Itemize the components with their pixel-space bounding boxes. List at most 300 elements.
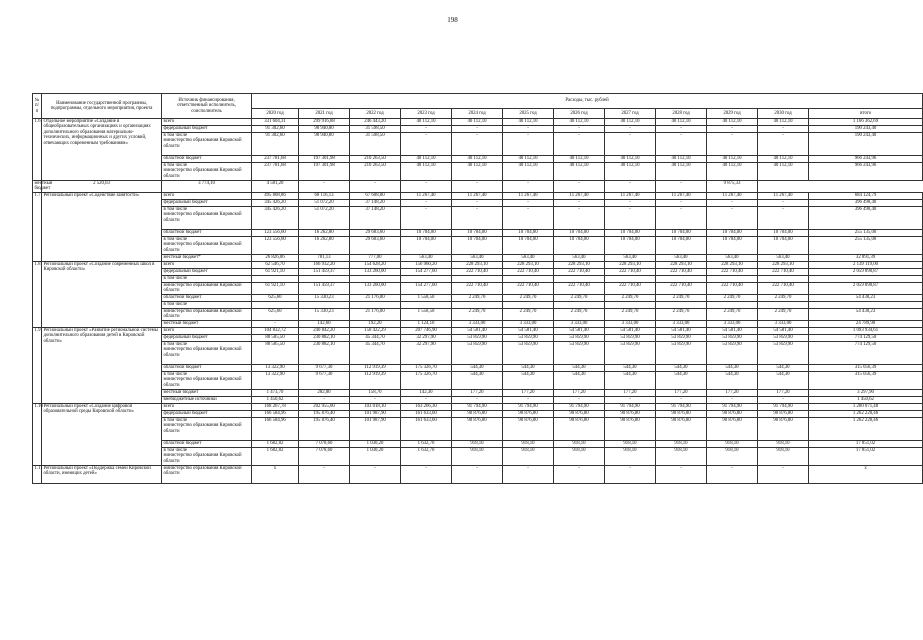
total-value: 2 139 119,00 xyxy=(809,261,923,268)
total-value: 9 875,33 xyxy=(707,181,758,193)
year-value: 222 710,40 xyxy=(554,282,605,294)
year-value: - xyxy=(656,181,707,193)
year-value: - xyxy=(554,126,605,133)
year-value: 40 112,10 xyxy=(605,119,656,126)
year-value: 142,60 xyxy=(299,320,350,327)
total-value: 1 093 934,61 xyxy=(809,327,923,334)
year-value: 54 581,40 xyxy=(707,327,758,334)
year-value: 3 774,10 xyxy=(162,181,252,193)
year-value: 163 266,30 xyxy=(401,403,452,410)
year-value: 154 277,60 xyxy=(401,282,452,294)
year-value: 625,60 xyxy=(252,308,299,320)
year-value xyxy=(758,301,809,308)
year-value: 53 859,90 xyxy=(605,341,656,364)
year-value: - xyxy=(758,396,809,403)
year-value: 2 249,70 xyxy=(656,294,707,301)
year-value: 3 333,00 xyxy=(656,320,707,327)
year-value: 40 112,10 xyxy=(605,156,656,163)
funding-source: федеральный бюджет xyxy=(162,126,252,133)
year-value: 544,30 xyxy=(605,364,656,371)
year-value: - xyxy=(656,133,707,156)
year-value: 90 876,80 xyxy=(707,410,758,417)
item-number: 1.11 xyxy=(33,465,42,483)
year-value: 237 781,68 xyxy=(252,163,299,181)
header-year: 2020 год xyxy=(252,109,299,119)
year-value: 2 520,03 xyxy=(42,181,162,193)
year-value: 40 112,10 xyxy=(758,163,809,181)
year-value: 11 267,40 xyxy=(605,192,656,199)
year-value: 61 921,10 xyxy=(252,282,299,294)
year-value: 40 112,10 xyxy=(707,156,758,163)
funding-source: областной бюджет xyxy=(162,364,252,371)
year-value: 1 450,62 xyxy=(252,396,299,403)
year-value: 16 262,80 xyxy=(299,236,350,254)
year-value: 142,30 xyxy=(401,389,452,396)
header-year: 2029 год xyxy=(707,109,758,119)
funding-source: в том числе министерство образования Кировской области xyxy=(162,341,252,364)
year-value: 202 955,00 xyxy=(299,403,350,410)
year-value: - xyxy=(299,465,350,483)
table-row xyxy=(33,371,923,389)
table-row xyxy=(33,261,923,268)
year-value: 563,40 xyxy=(554,254,605,261)
year-value: - xyxy=(605,206,656,229)
year-value: - xyxy=(350,396,401,403)
year-value: - xyxy=(299,181,350,193)
funding-source: всего xyxy=(162,327,252,334)
year-value: - xyxy=(758,133,809,156)
year-value: 40 112,10 xyxy=(452,156,503,163)
year-value: 563,40 xyxy=(503,254,554,261)
year-value: 29 683,60 xyxy=(350,236,401,254)
year-value: 10 704,00 xyxy=(401,236,452,254)
year-value: 53 859,90 xyxy=(452,334,503,341)
year-value: - xyxy=(252,320,299,327)
year-value xyxy=(252,301,299,308)
year-value: 53 859,90 xyxy=(554,334,605,341)
year-value: 45 344,70 xyxy=(350,341,401,364)
year-value: 1 632,70 xyxy=(401,447,452,465)
year-value: 563,40 xyxy=(452,254,503,261)
year-value: 40 112,10 xyxy=(656,156,707,163)
year-value: 918,10 xyxy=(554,440,605,447)
year-value: 151 459,37 xyxy=(299,268,350,275)
year-value: 544,30 xyxy=(605,371,656,389)
year-value: 222 710,40 xyxy=(503,282,554,294)
year-value: 197 301,98 xyxy=(299,156,350,163)
year-value: 544,30 xyxy=(758,371,809,389)
year-value: 161 633,60 xyxy=(401,417,452,440)
funding-source: в том числе министерство образования Кировской области xyxy=(162,417,252,440)
total-value: 774 129,50 xyxy=(809,341,923,364)
year-value: 222 710,40 xyxy=(605,282,656,294)
year-value: 1 632,70 xyxy=(401,440,452,447)
year-value: 10 704,00 xyxy=(452,229,503,236)
year-value xyxy=(554,301,605,308)
year-value: 4 581,20 xyxy=(252,181,299,193)
table-row xyxy=(33,156,923,163)
year-value: 90 876,80 xyxy=(605,417,656,440)
year-value: 21 176,00 xyxy=(350,294,401,301)
year-value: 91 794,90 xyxy=(758,403,809,410)
table-row xyxy=(33,301,923,308)
year-value: 31 598,50 xyxy=(350,133,401,156)
table-row xyxy=(33,389,923,396)
year-value: 101 987,90 xyxy=(350,417,401,440)
funding-source: в том числе министерство образования Кировской области xyxy=(162,206,252,229)
year-value: 10 704,00 xyxy=(605,229,656,236)
table-row xyxy=(33,254,923,261)
funding-source: в том числе xyxy=(162,301,252,308)
year-value: 40 112,10 xyxy=(452,163,503,181)
funding-source: местный бюджет xyxy=(162,389,252,396)
year-value: - xyxy=(452,465,503,483)
year-value: 32 297,90 xyxy=(401,341,452,364)
year-value: 90 876,80 xyxy=(554,417,605,440)
total-value: 190 243,40 xyxy=(809,126,923,133)
total-value xyxy=(809,275,923,282)
year-value: 13 322,90 xyxy=(252,371,299,389)
year-value: 228 293,10 xyxy=(503,261,554,268)
year-value: - xyxy=(656,465,707,483)
total-value: 1 262 220,46 xyxy=(809,417,923,440)
year-value: - xyxy=(401,126,452,133)
funding-source: местный бюджет* xyxy=(162,254,252,261)
year-value xyxy=(707,301,758,308)
year-value: 210 263,50 xyxy=(350,156,401,163)
year-value xyxy=(350,301,401,308)
year-value: 228 293,10 xyxy=(452,261,503,268)
year-value: 53 859,90 xyxy=(605,334,656,341)
year-value: 90 876,80 xyxy=(707,417,758,440)
year-value: - xyxy=(401,199,452,206)
year-value: - xyxy=(452,206,503,229)
year-value xyxy=(350,275,401,282)
year-value: 2 249,70 xyxy=(707,294,758,301)
year-value: 2 249,70 xyxy=(605,308,656,320)
year-value: 53 859,90 xyxy=(758,334,809,341)
year-value: - xyxy=(503,181,554,193)
budget-table xyxy=(32,93,923,484)
year-value: 67 608,80 xyxy=(350,192,401,199)
year-value: 228 293,10 xyxy=(605,261,656,268)
year-value: 544,30 xyxy=(656,364,707,371)
item-name: Региональный проект «Содействие занятости» xyxy=(42,192,162,261)
year-value: 90 876,80 xyxy=(656,417,707,440)
year-value: 10 704,00 xyxy=(758,229,809,236)
funding-source: внебюджетные источники xyxy=(162,396,252,403)
funding-source: местный бюджет xyxy=(34,181,53,192)
year-value: - xyxy=(503,465,554,483)
header-year: итого xyxy=(809,109,923,119)
year-value: - xyxy=(758,206,809,229)
year-value: 101 987,90 xyxy=(350,410,401,417)
table-row xyxy=(33,396,923,403)
budget-table-sheet xyxy=(32,93,879,484)
year-value: - xyxy=(452,199,503,206)
year-value: 222 710,40 xyxy=(452,268,503,275)
year-value: 51 072,20 xyxy=(299,206,350,229)
table-row xyxy=(33,320,923,327)
funding-source: федеральный бюджет xyxy=(162,199,252,206)
header-year: 2026 год xyxy=(554,109,605,119)
year-value: 345 426,20 xyxy=(252,206,299,229)
year-value: 103 018,10 xyxy=(350,403,401,410)
year-value: 88 585,50 xyxy=(252,334,299,341)
header-year: 2022 год xyxy=(350,109,401,119)
year-value: 90 876,80 xyxy=(656,410,707,417)
year-value: - xyxy=(350,465,401,483)
year-value: 918,10 xyxy=(605,447,656,465)
year-value: 158 422,29 xyxy=(350,327,401,334)
year-value: - xyxy=(554,199,605,206)
year-value: 13 322,90 xyxy=(252,364,299,371)
year-value: 563,40 xyxy=(605,254,656,261)
year-value: 2 249,70 xyxy=(503,294,554,301)
year-value: 10 704,00 xyxy=(554,229,605,236)
item-name: Региональный проект «Создание современных школ в Кировской области» xyxy=(42,261,162,327)
header-year: 2030 год xyxy=(758,109,809,119)
year-value: - xyxy=(401,465,452,483)
year-value: 781,13 xyxy=(299,254,350,261)
year-value: 544,30 xyxy=(707,371,758,389)
year-value: 123 556,60 xyxy=(252,229,299,236)
year-value: 91 794,90 xyxy=(452,403,503,410)
header-year: 2025 год xyxy=(503,109,554,119)
year-value: 10 704,00 xyxy=(554,236,605,254)
item-name: Региональный проект «Развитие региональной системы дополнительного образования детей в Кировской области» xyxy=(42,327,162,403)
year-value: 175 326,70 xyxy=(401,371,452,389)
table-row xyxy=(33,334,923,341)
year-value: 918,10 xyxy=(503,440,554,447)
header-year: 2023 год xyxy=(401,109,452,119)
year-value: 918,10 xyxy=(707,440,758,447)
year-value: 918,10 xyxy=(758,440,809,447)
year-value: 299 916,88 xyxy=(299,119,350,126)
year-value: 168 267,78 xyxy=(252,403,299,410)
year-value: - xyxy=(707,133,758,156)
year-value: - xyxy=(605,199,656,206)
year-value: 3 333,00 xyxy=(452,320,503,327)
table-row xyxy=(33,181,923,193)
year-value: 112 919,39 xyxy=(350,364,401,371)
year-value: 544,30 xyxy=(707,364,758,371)
table-row xyxy=(33,229,923,236)
year-value: - xyxy=(554,206,605,229)
year-value xyxy=(707,275,758,282)
year-value: - xyxy=(452,133,503,156)
year-value: - xyxy=(605,126,656,133)
year-value: 228 293,10 xyxy=(707,261,758,268)
year-value: 3 333,00 xyxy=(503,320,554,327)
year-value: 16 262,80 xyxy=(299,229,350,236)
year-value: 544,30 xyxy=(758,364,809,371)
year-value: 195 876,40 xyxy=(299,410,350,417)
year-value: 104 832,72 xyxy=(252,327,299,334)
total-value: 2 059 890,87 xyxy=(809,282,923,294)
year-value: 175 326,70 xyxy=(401,364,452,371)
year-value: - xyxy=(758,199,809,206)
year-value: 222 710,40 xyxy=(707,282,758,294)
year-value: 40 112,10 xyxy=(401,119,452,126)
funding-source: в том числе министерство образования Кировской области xyxy=(162,371,252,389)
table-row xyxy=(33,465,923,483)
year-value: 345 426,20 xyxy=(252,199,299,206)
year-value: 177,20 xyxy=(605,389,656,396)
year-value: 15 330,23 xyxy=(299,294,350,301)
funding-source: в том числе министерство образования Кировской области xyxy=(162,447,252,465)
year-value: - xyxy=(503,396,554,403)
year-value: - xyxy=(452,126,503,133)
year-value: 230 882,10 xyxy=(299,334,350,341)
year-value: 37 148,20 xyxy=(350,206,401,229)
total-value: 17 851,02 xyxy=(809,440,923,447)
year-value: - xyxy=(401,206,452,229)
year-value: 544,30 xyxy=(452,371,503,389)
year-value: 40 112,10 xyxy=(401,156,452,163)
year-value xyxy=(656,275,707,282)
total-value: 1 280 071,48 xyxy=(809,403,923,410)
year-value xyxy=(452,301,503,308)
year-value: x xyxy=(252,465,299,483)
page-number: 198 xyxy=(447,16,458,24)
year-value: 91 794,90 xyxy=(656,403,707,410)
year-value: 177,20 xyxy=(758,389,809,396)
year-value: 90 876,80 xyxy=(452,417,503,440)
item-number: 1.10 xyxy=(33,403,42,465)
year-value: - xyxy=(707,126,758,133)
year-value: 10 704,00 xyxy=(707,229,758,236)
year-value: 54 581,40 xyxy=(656,327,707,334)
year-value: 11 267,40 xyxy=(503,192,554,199)
year-value: 158,70 xyxy=(350,389,401,396)
year-value: 40 112,10 xyxy=(707,163,758,181)
year-value: 2 249,70 xyxy=(605,294,656,301)
year-value: - xyxy=(605,133,656,156)
year-value: 2 249,70 xyxy=(503,308,554,320)
year-value: 228 293,10 xyxy=(758,261,809,268)
year-value: 918,10 xyxy=(656,447,707,465)
year-value: 156 960,20 xyxy=(401,261,452,268)
year-value: 166 932,20 xyxy=(299,261,350,268)
header-year: 2021 год xyxy=(299,109,350,119)
year-value: 32 297,90 xyxy=(401,334,452,341)
year-value: - xyxy=(554,396,605,403)
year-value: 90 876,80 xyxy=(452,410,503,417)
year-value: 2 249,70 xyxy=(656,308,707,320)
table-row xyxy=(33,119,923,126)
year-value: 154 277,60 xyxy=(401,268,452,275)
year-value: 11 267,40 xyxy=(656,192,707,199)
year-value xyxy=(503,275,554,282)
year-value: 282,80 xyxy=(299,389,350,396)
total-value: 315 056,39 xyxy=(809,364,923,371)
year-value: 544,30 xyxy=(656,371,707,389)
year-value: 11 267,40 xyxy=(554,192,605,199)
year-value: 918,10 xyxy=(758,447,809,465)
table-row xyxy=(33,163,923,181)
year-value: - xyxy=(554,133,605,156)
year-value: 53 859,90 xyxy=(503,341,554,364)
table-row xyxy=(33,341,923,364)
year-value: 777,00 xyxy=(350,254,401,261)
item-number: 1.9 xyxy=(33,327,42,403)
year-value: - xyxy=(656,199,707,206)
year-value: 918,10 xyxy=(707,447,758,465)
year-value: 222 710,40 xyxy=(554,268,605,275)
header-year: 2024 год xyxy=(452,109,503,119)
table-row xyxy=(33,364,923,371)
year-value: 10 704,00 xyxy=(707,236,758,254)
year-value: 61 921,10 xyxy=(252,268,299,275)
year-value: - xyxy=(350,181,401,193)
year-value: 11 267,40 xyxy=(758,192,809,199)
year-value: - xyxy=(503,206,554,229)
year-value: 544,30 xyxy=(554,364,605,371)
year-value: - xyxy=(503,199,554,206)
total-value: 17 851,02 xyxy=(809,447,923,465)
year-value: 91 794,90 xyxy=(554,403,605,410)
year-value: 222 710,40 xyxy=(656,268,707,275)
funding-source: областной бюджет xyxy=(162,156,252,163)
year-value: 40 112,10 xyxy=(707,119,758,126)
table-row xyxy=(33,206,923,229)
year-value: 1 473,70 xyxy=(252,389,299,396)
funding-source: всего xyxy=(162,403,252,410)
year-value: 90 876,80 xyxy=(554,410,605,417)
year-value: - xyxy=(503,126,554,133)
year-value: - xyxy=(656,206,707,229)
year-value: - xyxy=(299,396,350,403)
year-value: 237 781,68 xyxy=(252,156,299,163)
year-value: 10 704,00 xyxy=(656,229,707,236)
funding-source: местный бюджет xyxy=(162,320,252,327)
year-value: 15 330,23 xyxy=(299,308,350,320)
year-value: 45 344,70 xyxy=(350,334,401,341)
table-row xyxy=(33,403,923,410)
table-row xyxy=(33,294,923,301)
year-value: - xyxy=(707,206,758,229)
year-value: 54 581,40 xyxy=(758,327,809,334)
year-value xyxy=(656,301,707,308)
year-value: 53 859,90 xyxy=(707,334,758,341)
total-value: 54 438,23 xyxy=(809,308,923,320)
year-value: 11 267,40 xyxy=(452,192,503,199)
year-value: 9 677,30 xyxy=(299,364,350,371)
table-row xyxy=(33,282,923,294)
year-value: 2 249,70 xyxy=(758,294,809,301)
item-name: Отдельное мероприятие «Создание в общеобразовательных организациях и организациях дополнительного образования материально-технических, информационных и других условий, отвечающих современным требованиям» xyxy=(42,119,162,181)
year-value: 563,40 xyxy=(401,254,452,261)
year-value: 53 859,90 xyxy=(503,334,554,341)
year-value: - xyxy=(401,396,452,403)
table-row xyxy=(33,308,923,320)
year-value: 37 148,20 xyxy=(350,199,401,206)
total-value: 190 243,40 xyxy=(809,133,923,156)
year-value: 918,10 xyxy=(554,447,605,465)
year-value: 123 556,60 xyxy=(252,236,299,254)
year-value: 7 078,60 xyxy=(299,447,350,465)
table-row xyxy=(33,275,923,282)
year-value: 222 710,40 xyxy=(656,282,707,294)
year-value: - xyxy=(401,181,452,193)
year-value: 2 249,70 xyxy=(452,308,503,320)
year-value: 625,60 xyxy=(252,294,299,301)
year-value: 3 333,00 xyxy=(554,320,605,327)
total-value: 255 135,00 xyxy=(809,229,923,236)
item-number: 1.8 xyxy=(33,261,42,327)
year-value: 2 249,70 xyxy=(554,308,605,320)
